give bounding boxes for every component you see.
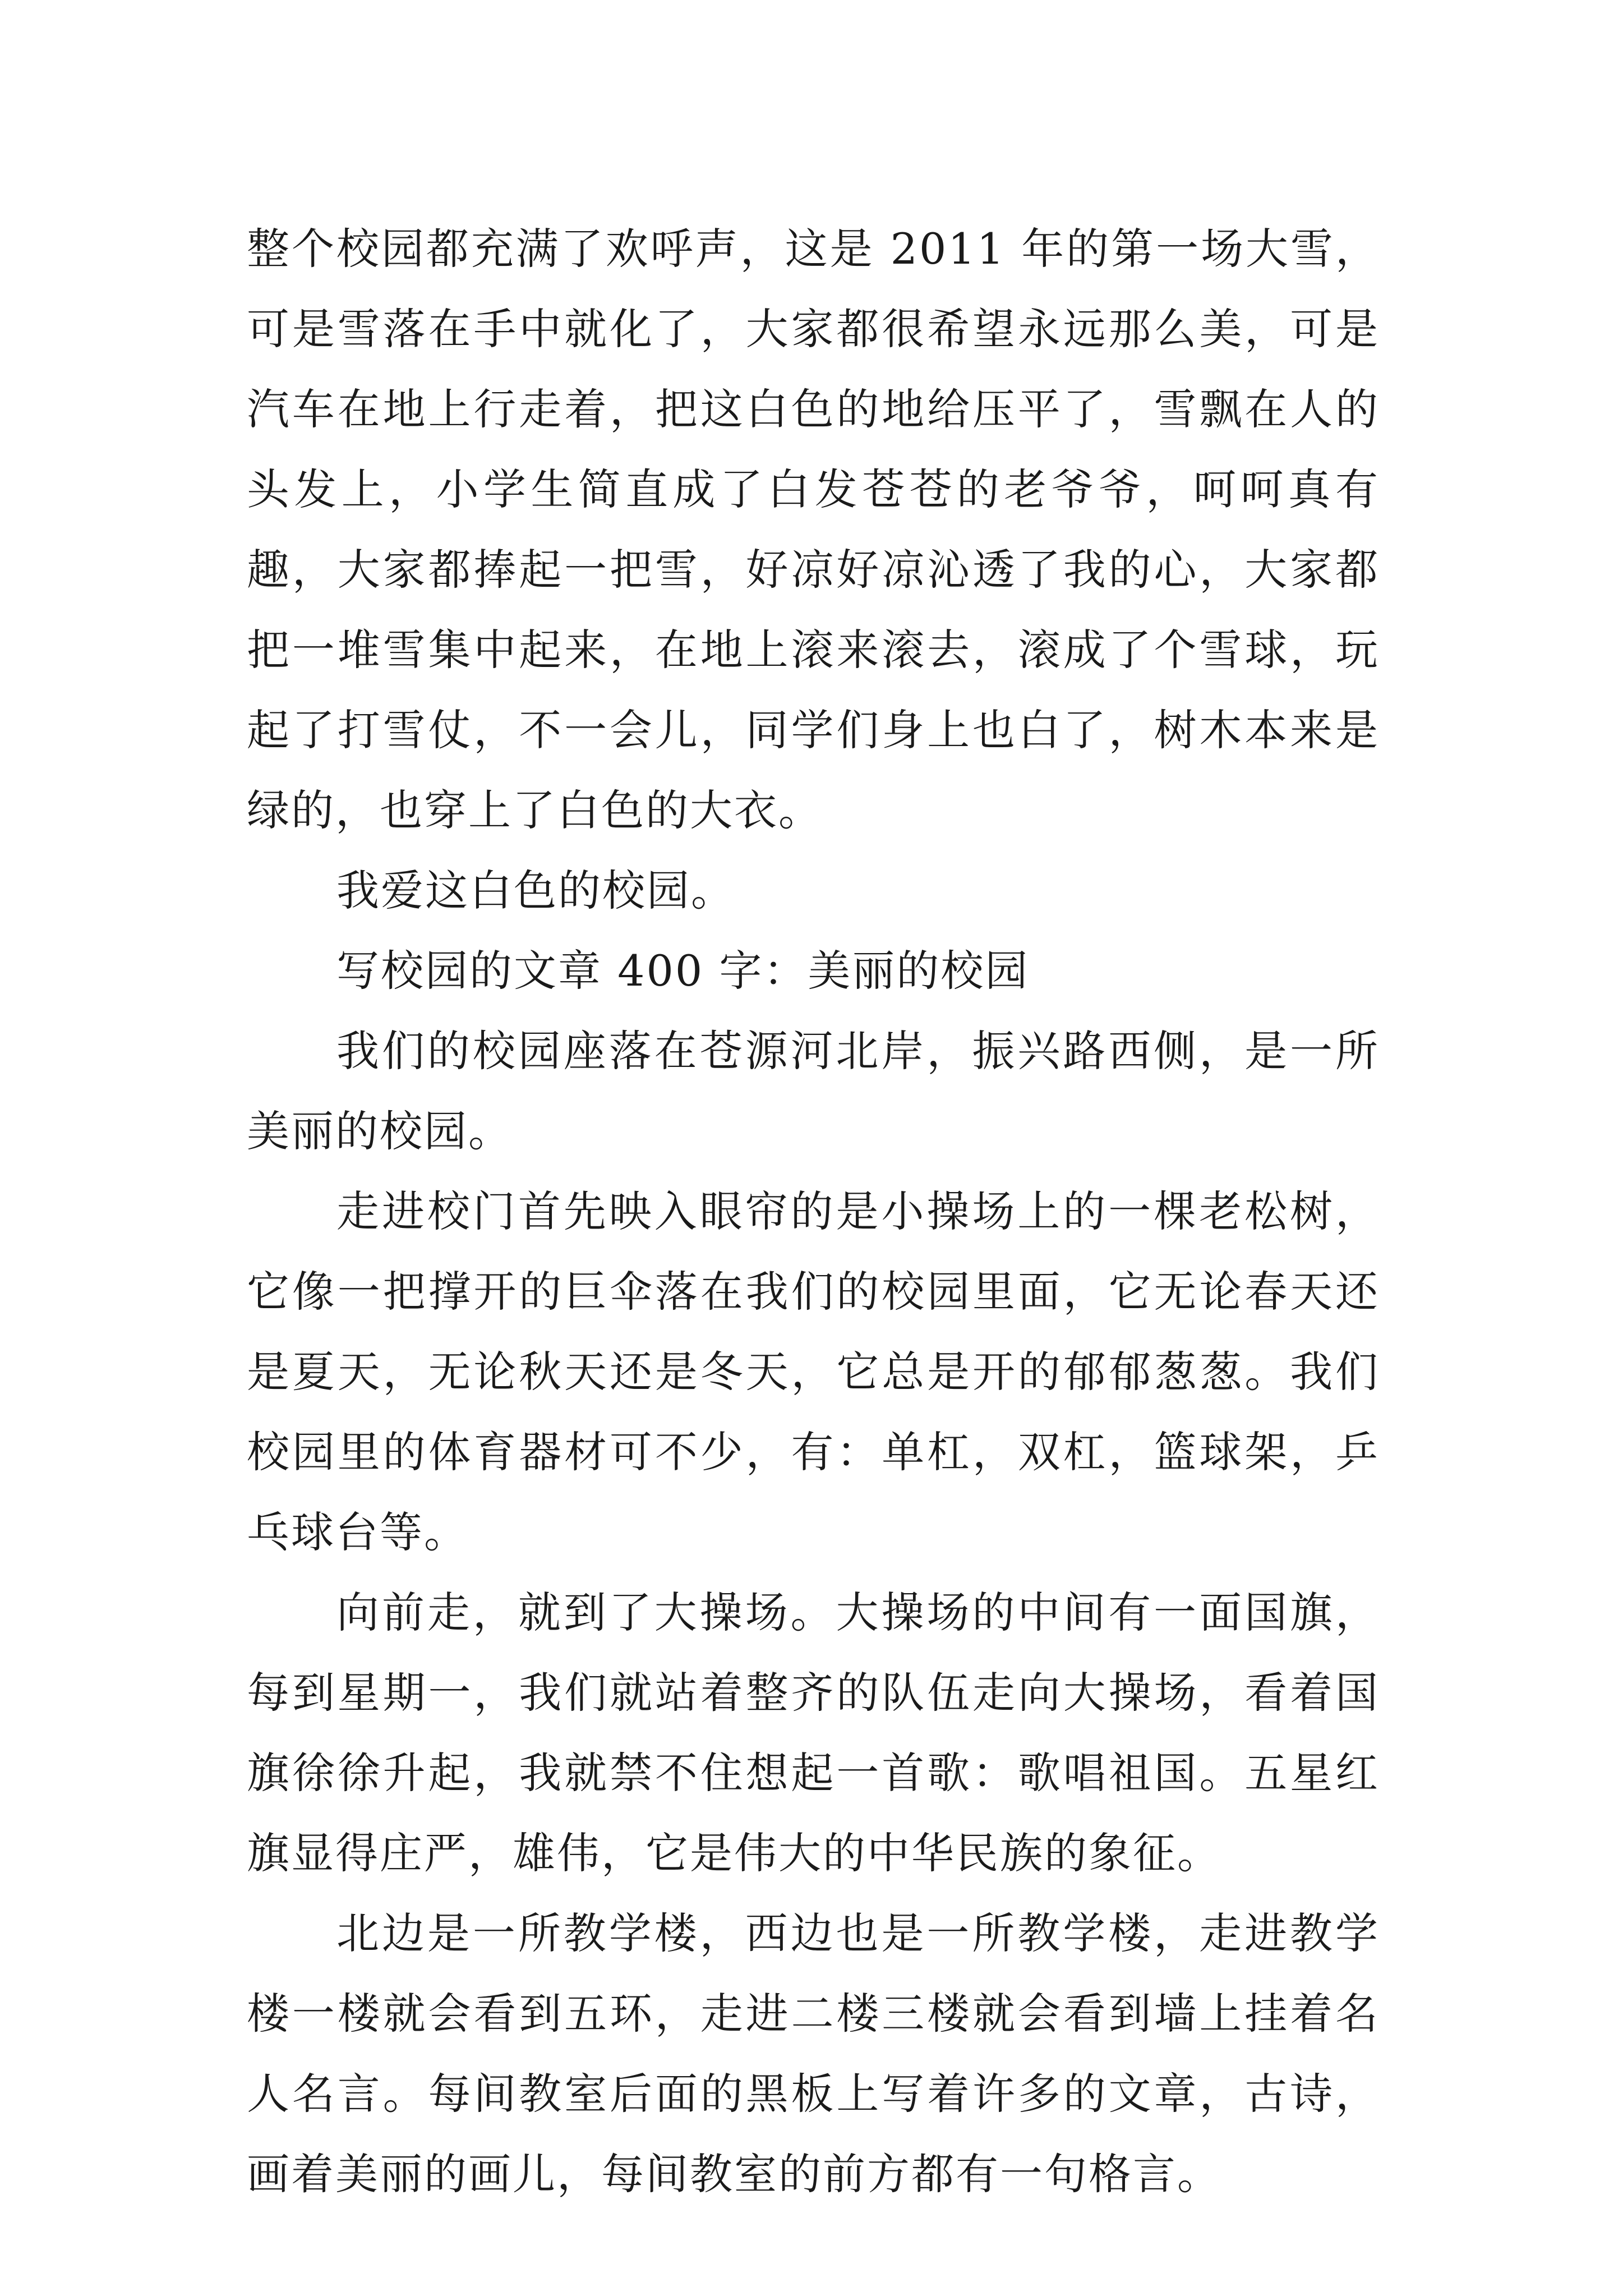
paragraph-snow-campus: 整个校园都充满了欢呼声，这是 2011 年的第一场大雪，可是雪落在手中就化了，大家都很希望永远那么美，可是汽车在地上行走着，把这白色的地给压平了，雪飘在人的头发上，小学生简直成了白发苍苍的老爷爷，呵呵真有趣，大家都捧起一把雪，好凉好凉沁透了我的心，大家都把一堆雪集中起来，在地上滚来滚去，滚成了个雪球，玩起了打雪仗，不一会儿，同学们身上也白了，树木本来是绿的，也穿上了白色的大衣。 xyxy=(247,224,1380,835)
paragraph-pine-tree: 走进校门首先映入眼帘的是小操场上的一棵老松树，它像一把撑开的巨伞落在我们的校园里面，它无论春天还是夏天，无论秋天还是冬天，它总是开的郁郁葱葱。我们校园里的体育器材可不少，有：单杠，双杠，篮球架，乒乓球台等。 xyxy=(247,1186,1380,1557)
paragraph-campus-location: 我们的校园座落在苍源河北岸，振兴路西侧，是一所美丽的校园。 xyxy=(247,1026,1380,1156)
paragraph-playground-flag: 向前走，就到了大操场。大操场的中间有一面国旗，每到星期一，我们就站着整齐的队伍走向大操场，看着国旗徐徐升起，我就禁不住想起一首歌：歌唱祖国。五星红旗显得庄严，雄伟，它是伟大的中华民族的象征。 xyxy=(247,1588,1380,1878)
section-title: 写校园的文章 400 字：美丽的校园 xyxy=(336,946,1030,996)
paragraph-teaching-buildings: 北边是一所教学楼，西边也是一所教学楼，走进教学楼一楼就会看到五环，走进二楼三楼就会看到墙上挂着名人名言。每间教室后面的黑板上写着许多的文章，古诗，画着美丽的画儿，每间教室的前方都有一句格言。 xyxy=(247,1908,1380,2199)
document-body xyxy=(247,209,1380,2214)
paragraph-love-white-campus: 我爱这白色的校园。 xyxy=(336,866,735,915)
